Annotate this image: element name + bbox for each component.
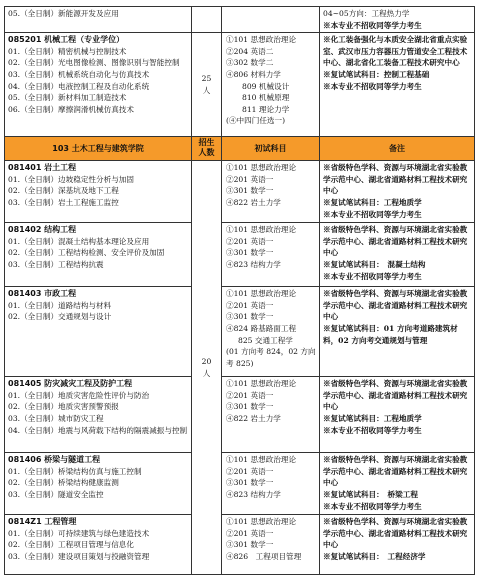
exam-item: ②201 英语一: [226, 466, 274, 476]
exam-item: (01 方向考 824，02 方向考 825): [226, 347, 316, 368]
direction-cell: [5, 287, 192, 377]
exam-item: ③301 数学一: [226, 402, 274, 412]
exam-item: ③301 数学一: [226, 478, 274, 488]
note-item: ※复试笔试科目：01 方向考道路建筑材料，02 方向考交通规划与管理: [323, 323, 458, 345]
exam-item: ④822 岩土力学: [226, 413, 281, 423]
direction-item: 01.（全日制）边坡稳定性分析与加固: [8, 174, 134, 184]
exam-item: ②201 英语一: [226, 528, 274, 538]
note-item: ※本专业不招收同等学力考生: [323, 81, 422, 91]
direction-item: 02.（全日制）工程结构检测、安全评价及加固: [8, 248, 165, 258]
direction-cell: [5, 33, 192, 137]
exam-item: (④中四门任选一): [226, 116, 286, 126]
exam-item: ④824 路基路面工程: [226, 323, 297, 333]
exam-item: ①101 思想政治理论: [226, 455, 297, 465]
direction-item: 01.（全日制）道路结构与材料: [8, 300, 112, 310]
admissions-table: [4, 6, 475, 575]
direction-item: 01.（全日制）地质灾害危险性评价与防治: [8, 390, 150, 400]
table-row: [5, 377, 475, 453]
table-row: [5, 287, 475, 377]
quota-value: 20人: [201, 357, 212, 378]
table-row: [5, 33, 475, 137]
major-heading: 085201 机械工程（专业学位）: [8, 35, 125, 45]
direction-item: 05.（全日制）新能源开发及应用: [8, 9, 119, 18]
exam-item: ④823 结构力学: [226, 259, 281, 269]
direction-cell: [5, 453, 192, 515]
exam-item: 810 机械原理: [242, 93, 290, 103]
exam-item: 825 交通工程学: [238, 335, 293, 345]
direction-item: 03.（全日制）隧道安全监控: [8, 489, 104, 499]
exam-item: ②201 英语一: [226, 236, 274, 246]
table-row: [5, 223, 475, 287]
exam-item: ①101 思想政治理论: [226, 517, 297, 527]
exam-item: ①101 思想政治理论: [226, 35, 297, 45]
exam-item: ①101 思想政治理论: [226, 379, 297, 389]
major-heading: 081403 市政工程: [8, 289, 77, 299]
exam-item: ②201 英语一: [226, 390, 274, 400]
exams-cell: [222, 33, 320, 137]
direction-item: 05.（全日制）新材料加工制造技术: [8, 93, 127, 103]
table-row: [5, 161, 475, 223]
notes-cell: [320, 377, 475, 453]
note-item: ※省级特色学科、资源与环境湖北省实验教学示范中心、湖北省道路材料工程技术研究中心: [323, 163, 468, 196]
exam-item: ①101 思想政治理论: [226, 163, 297, 173]
direction-item: 03.（全日制）岩土工程施工监控: [8, 197, 119, 207]
direction-item: 03.（全日制）工程结构抗震: [8, 259, 104, 269]
note-item: 04~05方向：工程热力学: [323, 9, 410, 18]
exams-cell: [222, 287, 320, 377]
note-item: ※本专业不招收同等学力考生: [323, 209, 422, 219]
direction-item: 03.（全日制）城市防灾工程: [8, 413, 104, 423]
quota-cell: [192, 7, 222, 33]
note-item: ※复试笔试科目：工程地质学: [323, 197, 422, 207]
exam-item: ②201 英语一: [226, 300, 274, 310]
direction-item: 01.（全日制）混凝土结构基本理论及应用: [8, 236, 150, 246]
notes-cell: [320, 223, 475, 287]
exams-cell: [222, 7, 320, 33]
exam-item: ③301 数学一: [226, 248, 274, 258]
section-header-row: [5, 137, 475, 161]
exam-item: ③302 数学二: [226, 58, 274, 68]
exam-item: ③301 数学一: [226, 540, 274, 550]
notes-cell: [320, 33, 475, 137]
direction-cell: [5, 223, 192, 287]
exams-header: 初试科目: [222, 137, 320, 161]
quota-header-label: 招生人数: [198, 138, 215, 158]
exams-cell: [222, 161, 320, 223]
notes-cell: [320, 453, 475, 515]
exam-item: ④826 工程项目管理: [226, 551, 302, 561]
section-title: 103 土木工程与建筑学院: [5, 137, 192, 161]
direction-cell: [5, 161, 192, 223]
exam-item: ②201 英语一: [226, 174, 274, 184]
exam-item: ③301 数学一: [226, 312, 274, 322]
exams-cell: [222, 453, 320, 515]
direction-item: 01.（全日制）可持续建筑与绿色建造技术: [8, 528, 150, 538]
note-item: ※省级特色学科、资源与环境湖北省实验教学示范中心、湖北省道路材料工程技术研究中心: [323, 517, 468, 550]
quota-cell: [192, 33, 222, 137]
major-heading: 0814Z1 工程管理: [8, 517, 77, 527]
direction-item: 02.（全日制）光电图像检测、图像识别与智能控制: [8, 58, 180, 68]
note-item: ※本专业不招收同等学力考生: [323, 20, 422, 30]
notes-cell: [320, 161, 475, 223]
major-heading: 081402 结构工程: [8, 225, 77, 235]
direction-item: 02.（全日制）工程项目管理与信息化: [8, 540, 134, 550]
direction-item: 01.（全日制）桥梁结构仿真与施工控制: [8, 466, 142, 476]
exams-cell: [222, 377, 320, 453]
major-heading: 081405 防灾减灾工程及防护工程: [8, 379, 133, 389]
direction-item: 04.（全日制）电液控制工程及自动化系统: [8, 81, 150, 91]
note-item: ※省级特色学科、资源与环境湖北省实验教学示范中心、湖北省道路材料工程技术研究中心: [323, 379, 468, 412]
quota-cell: [192, 161, 222, 575]
exam-item: ②204 英语二: [226, 46, 274, 56]
note-item: ※复试笔试科目：控制工程基础: [323, 69, 430, 79]
quota-header: [192, 137, 222, 161]
note-item: ※省级特色学科、资源与环境湖北省实验教学示范中心、湖北省道路材料工程技术研究中心: [323, 455, 468, 488]
exam-item: ③301 数学一: [226, 186, 274, 196]
direction-cell: [5, 7, 192, 33]
exam-item: ①101 思想政治理论: [226, 289, 297, 299]
exam-item: 809 机械设计: [242, 81, 290, 91]
major-heading: 081401 岩土工程: [8, 163, 77, 173]
note-item: ※本专业不招收同等学力考生: [323, 271, 422, 281]
note-item: ※复试笔试科目： 工程经济学: [323, 551, 426, 561]
note-item: ※本专业不招收同等学力考生: [323, 501, 422, 511]
exam-item: ④806 材料力学: [226, 69, 281, 79]
note-item: ※化工装备强化与本质安全湖北省重点实验室、武汉市压力容器压力管道安全工程技术中心、湖北省化工装备工程技术研究中心: [323, 35, 468, 68]
table-row: [5, 7, 475, 33]
direction-item: 04.（全日制）地震与风荷载下结构的隔震减振与控制: [8, 425, 188, 435]
exam-item: ④823 结构力学: [226, 489, 281, 499]
direction-item: 03.（全日制）建设项目策划与投融资管理: [8, 551, 150, 561]
direction-item: 03.（全日制）机械系统自动化与仿真技术: [8, 69, 150, 79]
exam-item: ④822 岩土力学: [226, 197, 281, 207]
exams-cell: [222, 223, 320, 287]
notes-cell: [320, 287, 475, 377]
direction-item: 02.（全日制）交通规划与设计: [8, 312, 112, 322]
note-item: ※省级特色学科、资源与环境湖北省实验教学示范中心、湖北省道路材料工程技术研究中心: [323, 225, 468, 258]
direction-cell: [5, 515, 192, 575]
direction-item: 01.（全日制）精密机械与控制技术: [8, 46, 127, 56]
exams-cell: [222, 515, 320, 575]
table-row: [5, 453, 475, 515]
notes-cell: [320, 515, 475, 575]
notes-cell: [320, 7, 475, 33]
major-heading: 081406 桥梁与隧道工程: [8, 455, 101, 465]
note-item: ※本专业不招收同等学力考生: [323, 425, 422, 435]
direction-cell: [5, 377, 192, 453]
table-row: [5, 515, 475, 575]
note-item: ※省级特色学科、资源与环境湖北省实验教学示范中心、湖北省道路材料工程技术研究中心: [323, 289, 468, 322]
quota-value: 25人: [201, 74, 212, 95]
direction-item: 02.（全日制）地质灾害预警预报: [8, 402, 119, 412]
note-item: ※复试笔试科目：工程地质学: [323, 413, 422, 423]
notes-header: 备注: [320, 137, 475, 161]
note-item: ※复试笔试科目： 桥梁工程: [323, 489, 418, 499]
exam-item: ①101 思想政治理论: [226, 225, 297, 235]
direction-item: 06.（全日制）摩擦润滑机械仿真技术: [8, 104, 134, 114]
direction-item: 02.（全日制）深基坑及地下工程: [8, 186, 119, 196]
direction-item: 02.（全日制）桥梁结构健康监测: [8, 478, 119, 488]
exam-item: 811 理论力学: [242, 104, 290, 114]
note-item: ※复试笔试科目： 混凝土结构: [323, 259, 426, 269]
